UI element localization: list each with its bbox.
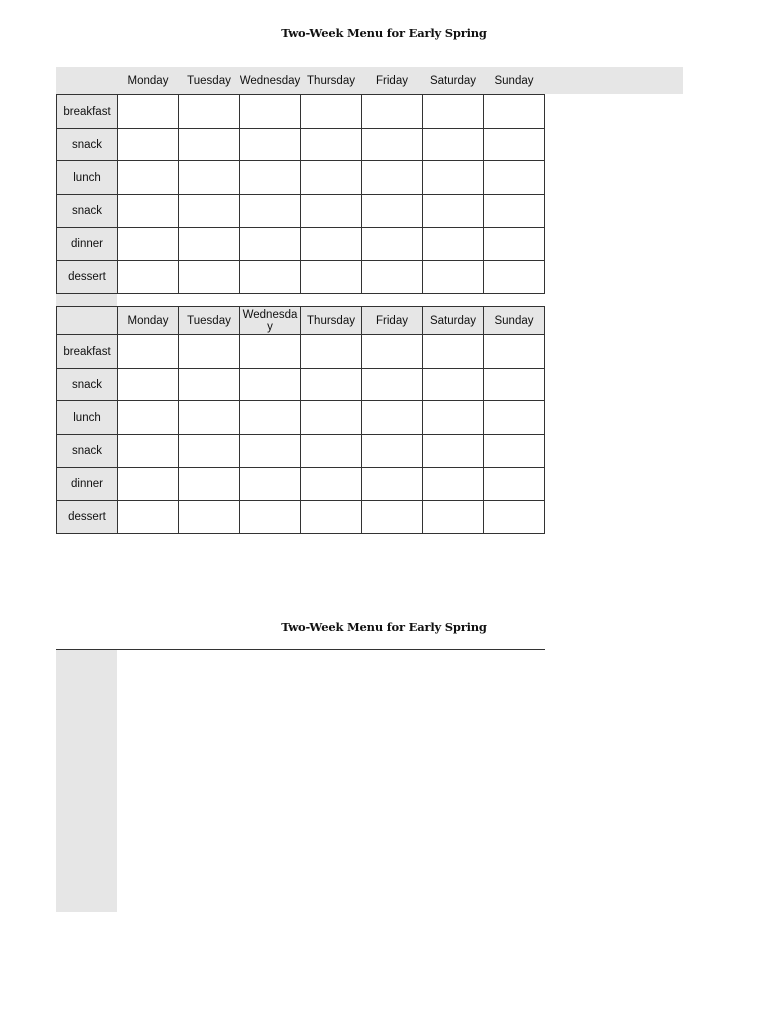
- menu-cell[interactable]: [362, 129, 423, 161]
- menu-cell[interactable]: [484, 129, 545, 161]
- menu-cell[interactable]: [362, 261, 423, 294]
- menu-cell[interactable]: [118, 261, 179, 294]
- corner-cell: [57, 67, 118, 95]
- day-header: Tuesday: [179, 307, 240, 335]
- menu-cell[interactable]: [362, 435, 423, 468]
- menu-cell[interactable]: [301, 228, 362, 261]
- menu-cell[interactable]: [240, 228, 301, 261]
- menu-cell[interactable]: [240, 261, 301, 294]
- menu-cell[interactable]: [179, 369, 240, 401]
- label-column: [56, 650, 117, 912]
- meal-label: dessert: [57, 261, 118, 294]
- menu-cell[interactable]: [179, 435, 240, 468]
- menu-cell[interactable]: [484, 501, 545, 534]
- week-1-menu-table: [56, 67, 545, 294]
- table-row: [57, 435, 545, 468]
- day-header: Friday: [362, 67, 423, 95]
- meal-label: lunch: [57, 401, 118, 435]
- menu-cell[interactable]: [301, 369, 362, 401]
- menu-cell[interactable]: [362, 195, 423, 228]
- menu-cell[interactable]: [423, 335, 484, 369]
- menu-cell[interactable]: [118, 401, 179, 435]
- menu-cell[interactable]: [484, 335, 545, 369]
- menu-cell[interactable]: [423, 435, 484, 468]
- menu-cell[interactable]: [484, 401, 545, 435]
- page-2-title: Two-Week Menu for Early Spring: [281, 620, 487, 634]
- menu-cell[interactable]: [179, 501, 240, 534]
- menu-cell[interactable]: [240, 468, 301, 501]
- menu-cell[interactable]: [362, 501, 423, 534]
- menu-cell[interactable]: [484, 228, 545, 261]
- table-row: [57, 468, 545, 501]
- menu-cell[interactable]: [301, 335, 362, 369]
- menu-cell[interactable]: [423, 195, 484, 228]
- day-header: Wednesday: [240, 307, 301, 335]
- table-row: [57, 95, 545, 129]
- menu-cell[interactable]: [362, 161, 423, 195]
- menu-cell[interactable]: [423, 161, 484, 195]
- menu-cell[interactable]: [301, 195, 362, 228]
- table-row: [57, 195, 545, 228]
- table-header-row: [57, 307, 545, 335]
- menu-cell[interactable]: [179, 228, 240, 261]
- table-row: [57, 369, 545, 401]
- table-row: [57, 228, 545, 261]
- menu-cell[interactable]: [240, 161, 301, 195]
- menu-cell[interactable]: [118, 129, 179, 161]
- meal-label: snack: [57, 435, 118, 468]
- day-header: Saturday: [423, 67, 484, 95]
- menu-cell[interactable]: [240, 129, 301, 161]
- menu-cell[interactable]: [179, 195, 240, 228]
- menu-cell[interactable]: [240, 195, 301, 228]
- menu-cell[interactable]: [240, 435, 301, 468]
- day-header: Thursday: [301, 67, 362, 95]
- menu-cell[interactable]: [362, 95, 423, 129]
- day-header: Saturday: [423, 307, 484, 335]
- menu-cell[interactable]: [423, 501, 484, 534]
- menu-cell[interactable]: [118, 195, 179, 228]
- menu-cell[interactable]: [118, 161, 179, 195]
- menu-cell[interactable]: [118, 228, 179, 261]
- table-row: [57, 401, 545, 435]
- table-header-row: [57, 67, 545, 95]
- menu-cell[interactable]: [240, 335, 301, 369]
- day-header: Monday: [118, 67, 179, 95]
- menu-cell[interactable]: [484, 435, 545, 468]
- menu-cell[interactable]: [423, 369, 484, 401]
- meal-label: breakfast: [57, 95, 118, 129]
- meal-label: lunch: [57, 161, 118, 195]
- label-column-gap: [56, 293, 117, 306]
- day-header: Friday: [362, 307, 423, 335]
- menu-cell[interactable]: [301, 501, 362, 534]
- menu-cell[interactable]: [423, 95, 484, 129]
- menu-cell[interactable]: [240, 501, 301, 534]
- menu-cell[interactable]: [423, 401, 484, 435]
- menu-cell[interactable]: [423, 261, 484, 294]
- menu-cell[interactable]: [179, 401, 240, 435]
- menu-cell[interactable]: [240, 369, 301, 401]
- menu-cell[interactable]: [423, 129, 484, 161]
- table-row: [57, 129, 545, 161]
- menu-cell[interactable]: [423, 228, 484, 261]
- meal-label: dinner: [57, 228, 118, 261]
- menu-cell[interactable]: [118, 335, 179, 369]
- menu-cell[interactable]: [301, 401, 362, 435]
- day-header: Sunday: [484, 67, 545, 95]
- meal-label: snack: [57, 195, 118, 228]
- menu-cell[interactable]: [118, 369, 179, 401]
- menu-cell[interactable]: [484, 161, 545, 195]
- menu-cell[interactable]: [301, 261, 362, 294]
- menu-cell[interactable]: [484, 261, 545, 294]
- menu-cell[interactable]: [179, 261, 240, 294]
- menu-cell[interactable]: [118, 468, 179, 501]
- menu-cell[interactable]: [179, 335, 240, 369]
- menu-cell[interactable]: [118, 95, 179, 129]
- menu-cell[interactable]: [484, 195, 545, 228]
- menu-cell[interactable]: [362, 401, 423, 435]
- menu-cell[interactable]: [484, 369, 545, 401]
- meal-label: dinner: [57, 468, 118, 501]
- day-header: Thursday: [301, 307, 362, 335]
- meal-label: snack: [57, 369, 118, 401]
- menu-cell[interactable]: [179, 161, 240, 195]
- table-row: [57, 261, 545, 294]
- table-row: [57, 161, 545, 195]
- menu-cell[interactable]: [484, 468, 545, 501]
- menu-cell[interactable]: [179, 468, 240, 501]
- meal-label: dessert: [57, 501, 118, 534]
- week-2-menu-table: [56, 306, 545, 534]
- meal-label: snack: [57, 129, 118, 161]
- menu-cell[interactable]: [362, 228, 423, 261]
- menu-cell[interactable]: [118, 501, 179, 534]
- day-header: Tuesday: [179, 67, 240, 95]
- menu-cell[interactable]: [301, 95, 362, 129]
- menu-cell[interactable]: [301, 468, 362, 501]
- menu-cell[interactable]: [423, 468, 484, 501]
- menu-cell[interactable]: [118, 435, 179, 468]
- menu-cell[interactable]: [301, 129, 362, 161]
- corner-cell: [57, 307, 118, 335]
- meal-label: breakfast: [57, 335, 118, 369]
- menu-cell[interactable]: [301, 435, 362, 468]
- table-row: [57, 501, 545, 534]
- menu-cell[interactable]: [484, 95, 545, 129]
- menu-cell[interactable]: [362, 468, 423, 501]
- menu-cell[interactable]: [240, 95, 301, 129]
- menu-cell[interactable]: [179, 129, 240, 161]
- menu-cell[interactable]: [179, 95, 240, 129]
- title-rule: [56, 649, 545, 650]
- day-header: Wednesday: [240, 67, 301, 95]
- menu-cell[interactable]: [240, 401, 301, 435]
- day-header: Sunday: [484, 307, 545, 335]
- menu-cell[interactable]: [362, 335, 423, 369]
- menu-cell[interactable]: [362, 369, 423, 401]
- day-header: Monday: [118, 307, 179, 335]
- page-title: Two-Week Menu for Early Spring: [281, 26, 487, 40]
- table-row: [57, 335, 545, 369]
- menu-cell[interactable]: [301, 161, 362, 195]
